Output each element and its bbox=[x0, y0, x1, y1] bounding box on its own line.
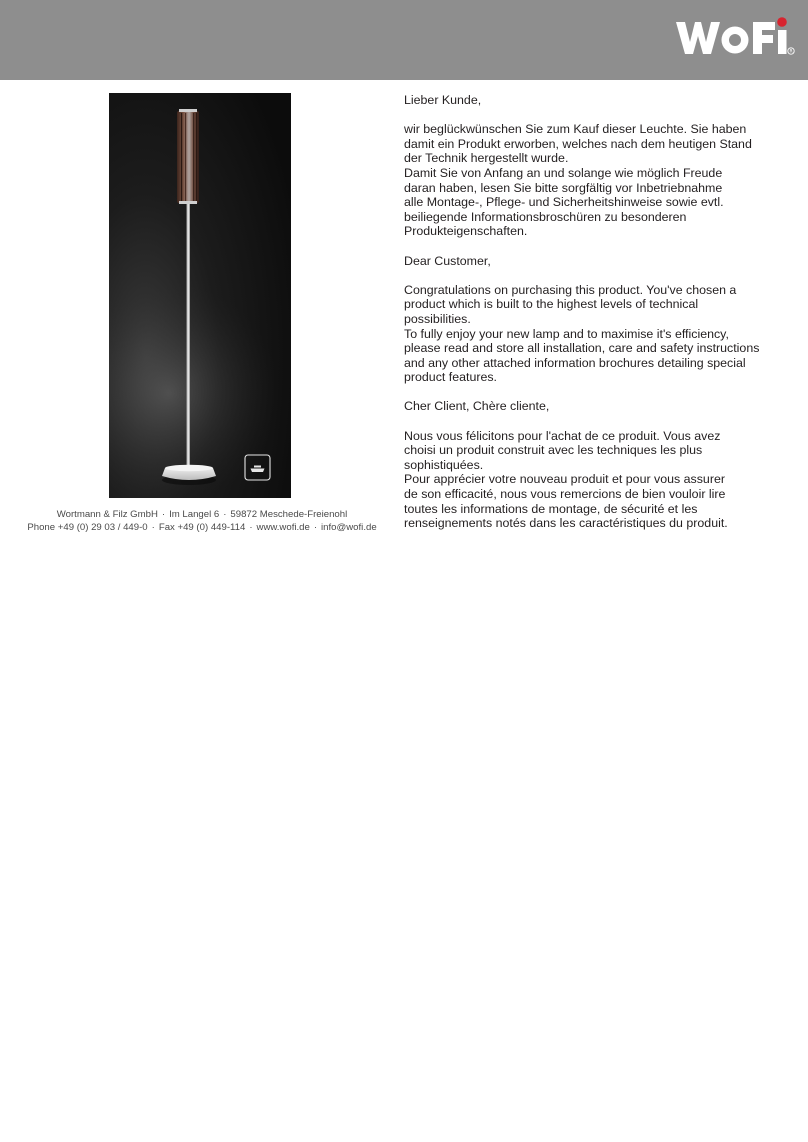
text-line: To fully enjoy your new lamp and to maximise it's efficiency, bbox=[404, 326, 729, 341]
text-line: possibilities. bbox=[404, 311, 471, 326]
text-line: product features. bbox=[404, 370, 497, 385]
text-line: de son efficacité, nous vous remercions de bien vouloir lire bbox=[404, 487, 726, 502]
paragraph-fr bbox=[404, 429, 794, 531]
greeting-fr: Cher Client, Chère cliente, bbox=[404, 399, 550, 414]
text-line: beiliegende Informationsbroschüren zu besonderen bbox=[404, 209, 687, 224]
text-line: toutes les informations de montage, de sécurité et les bbox=[404, 501, 698, 516]
text-line: Produkteigenschaften. bbox=[404, 224, 528, 239]
text-line: wir beglückwünschen Sie zum Kauf dieser Leuchte. Sie haben bbox=[404, 122, 747, 137]
text-line: Pour apprécier votre nouveau produit et pour vous assurer bbox=[404, 472, 725, 487]
greeting-de: Lieber Kunde, bbox=[404, 93, 482, 107]
text-line: damit ein Produkt erworben, welches nach dem heutigen Stand bbox=[404, 136, 752, 151]
svg-text:R: R bbox=[789, 49, 793, 55]
wofi-logo bbox=[672, 14, 796, 62]
company-address-line-2 bbox=[0, 521, 404, 534]
street: Im Langel 6 bbox=[169, 509, 220, 520]
text-line: Damit Sie von Anfang an und solange wie möglich Freude bbox=[404, 165, 723, 180]
text-line: please read and store all installation, care and safety instructions bbox=[404, 341, 760, 356]
separator: · bbox=[161, 509, 166, 520]
text-line: Congratulations on purchasing this product. You've chosen a bbox=[404, 282, 737, 297]
text-line: sophistiquées. bbox=[404, 457, 484, 472]
company-name: Wortmann & Filz GmbH bbox=[56, 509, 158, 520]
paragraph-de bbox=[404, 122, 794, 239]
separator: · bbox=[223, 509, 227, 520]
text-line: product which is built to the highest levels of technical bbox=[404, 297, 699, 312]
phone: Phone +49 (0) 29 03 / 449-0 bbox=[27, 522, 148, 533]
fax: Fax +49 (0) 449-114 bbox=[158, 522, 246, 533]
separator: · bbox=[249, 522, 253, 533]
city: 59872 Meschede-Freienohl bbox=[230, 509, 348, 520]
paragraph-en bbox=[404, 283, 794, 385]
text-line: der Technik hergestellt wurde. bbox=[404, 151, 569, 166]
text-line: alle Montage-, Pflege- und Sicherheitshinweise sowie evtl. bbox=[404, 195, 724, 210]
text-line: daran haben, lesen Sie bitte sorgfältig vor Inbetriebnahme bbox=[404, 180, 723, 195]
separator: · bbox=[151, 522, 155, 533]
text-line: Nous vous félicitons pour l'achat de ce produit. Vous avez bbox=[404, 428, 721, 443]
website-link[interactable]: www.wofi.de bbox=[256, 522, 310, 533]
text-line: renseignements notés dans les caractéristiques du produit. bbox=[404, 516, 728, 531]
company-address-line-1 bbox=[0, 508, 404, 521]
text-line: and any other attached information brochures detailing special bbox=[404, 355, 746, 370]
product-photo bbox=[109, 93, 291, 498]
company-address bbox=[0, 508, 404, 534]
text-line: choisi un produit construit avec les techniques les plus bbox=[404, 443, 703, 458]
separator: · bbox=[313, 522, 318, 533]
letter-text bbox=[404, 93, 794, 545]
logo-dot bbox=[777, 17, 787, 27]
greeting-en: Dear Customer, bbox=[404, 253, 491, 268]
email-link[interactable]: info@wofi.de bbox=[321, 522, 377, 533]
